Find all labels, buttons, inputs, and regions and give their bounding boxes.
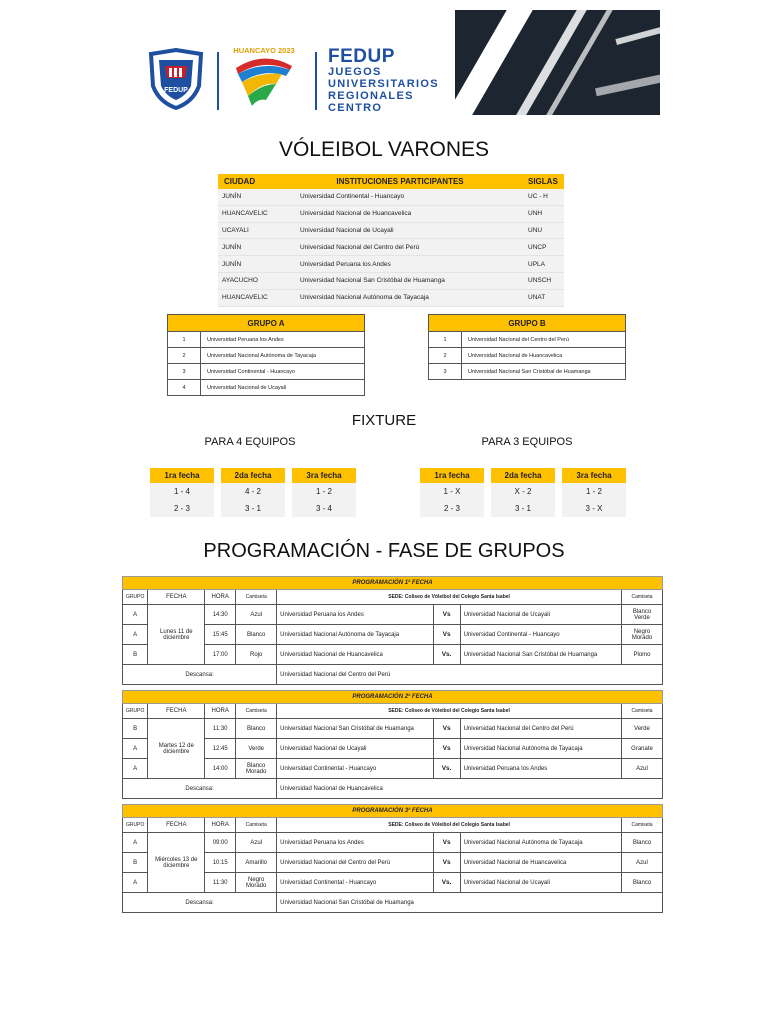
match-team-1: Universidad Peruana los Andes [277, 833, 433, 853]
rest-row [123, 779, 663, 799]
col-hora: HORA [205, 704, 236, 719]
brand-line: CENTRO [328, 102, 383, 114]
match-row [123, 605, 663, 625]
fixture-col-head: 2da fecha [221, 468, 285, 483]
table-row [218, 222, 564, 239]
cell-sigla: UNCP [504, 239, 564, 256]
match-team-1: Universidad Continental - Huancayo [277, 759, 433, 779]
match-hora: 14:00 [205, 759, 236, 779]
cell-institucion: Universidad Nacional de Huancavelica [296, 205, 504, 222]
match-vs: Vs [433, 853, 460, 873]
cell-institucion: Universidad Peruana los Andes [296, 256, 504, 273]
match-team-2: Universidad Nacional Autónoma de Tayacaja [460, 833, 621, 853]
cell-sigla: UNAT [504, 289, 564, 306]
fixture-col-head: 2da fecha [491, 468, 555, 483]
match-team-1: Universidad Nacional de Ucayali [277, 739, 433, 759]
col-camiseta-2: Camiseta [622, 704, 663, 719]
table-row [218, 256, 564, 273]
match-row [123, 719, 663, 739]
fixture-four-col-1 [150, 468, 214, 517]
match-team-2: Universidad Nacional de Ucayali [460, 605, 621, 625]
brand-line: UNIVERSITARIOS [328, 78, 439, 90]
match-grupo: A [123, 739, 148, 759]
fixture-pair: 3 - 1 [221, 500, 285, 517]
logo-divider [217, 52, 219, 110]
match-camiseta-1: Blanco [236, 625, 277, 645]
brand-subtitle [328, 66, 439, 114]
group-team: Universidad Nacional de Ucayali [201, 380, 365, 396]
match-team-2: Universidad Nacional del Centro del Perú [460, 719, 621, 739]
fixture-three-col-2 [491, 468, 555, 517]
match-camiseta-2: Plomo [622, 645, 663, 665]
match-row [123, 833, 663, 853]
schedule-day-1 [122, 576, 663, 685]
cell-ciudad: HUANCAVELIC [218, 205, 296, 222]
col-camiseta: Camiseta [236, 704, 277, 719]
col-camiseta: Camiseta [236, 590, 277, 605]
brand-line: REGIONALES [328, 90, 414, 102]
fedup-shield-logo [147, 48, 205, 110]
group-number: 4 [168, 380, 201, 396]
match-grupo: B [123, 853, 148, 873]
match-team-2: Universidad Nacional de Huancavelica [460, 853, 621, 873]
match-hora: 11:30 [205, 873, 236, 893]
match-camiseta-2: Blanco [622, 833, 663, 853]
match-vs: Vs. [433, 645, 460, 665]
cell-sigla: UC - H [504, 189, 564, 205]
col-grupo: GRUPO [123, 590, 148, 605]
cell-institucion: Universidad Nacional de Ucayali [296, 222, 504, 239]
group-a-table [167, 314, 365, 396]
group-team: Universidad Continental - Huancayo [201, 364, 365, 380]
cell-sigla: UNU [504, 222, 564, 239]
group-a-title: GRUPO A [168, 315, 365, 332]
rest-label: Descansa: [123, 779, 277, 799]
match-camiseta-1: Azul [236, 605, 277, 625]
brand-name: FEDUP [328, 46, 395, 67]
schedule-day-2 [122, 690, 663, 799]
fixture-pair: 4 - 2 [221, 483, 285, 500]
match-grupo: B [123, 645, 148, 665]
cell-ciudad: HUANCAVELIC [218, 289, 296, 306]
match-camiseta-2: Verde [622, 719, 663, 739]
match-team-2: Universidad Peruana los Andes [460, 759, 621, 779]
match-date: Lunes 11 de diciembre [148, 605, 205, 665]
institutions-table [218, 174, 564, 307]
match-grupo: A [123, 605, 148, 625]
header-graphic [455, 10, 660, 115]
cell-institucion: Universidad Continental - Huancayo [296, 189, 504, 205]
match-date: Miércoles 13 de diciembre [148, 833, 205, 893]
fixture-three-label: PARA 3 EQUIPOS [481, 436, 573, 448]
group-team: Universidad Nacional San Cristóbal de Huamanga [462, 364, 626, 380]
rest-label: Descansa: [123, 893, 277, 913]
fixture-pair: 1 - 4 [150, 483, 214, 500]
match-camiseta-1: Amarillo [236, 853, 277, 873]
rest-row [123, 665, 663, 685]
match-camiseta-1: Azul [236, 833, 277, 853]
match-hora: 15:45 [205, 625, 236, 645]
match-grupo: B [123, 719, 148, 739]
fixture-four-label: PARA 4 EQUIPOS [204, 436, 296, 448]
match-vs: Vs [433, 739, 460, 759]
match-grupo: A [123, 625, 148, 645]
fixture-pair: 1 - X [420, 483, 484, 500]
match-camiseta-2: Granate [622, 739, 663, 759]
cell-sigla: UNSCH [504, 272, 564, 289]
schedule-day-3 [122, 804, 663, 913]
match-camiseta-1: Rojo [236, 645, 277, 665]
fixture-pair: 3 - X [562, 500, 626, 517]
col-sede: SEDE: Coliseo de Vóleibol del Colegio Santa Isabel [277, 818, 622, 833]
match-camiseta-1: Verde [236, 739, 277, 759]
col-hora: HORA [205, 818, 236, 833]
schedule-header-row [123, 704, 663, 719]
schedule-header-row [123, 818, 663, 833]
rest-team: Universidad Nacional San Cristóbal de Huamanga [277, 893, 663, 913]
match-hora: 09:00 [205, 833, 236, 853]
cell-ciudad: JUNÍN [218, 189, 296, 205]
match-vs: Vs [433, 719, 460, 739]
match-camiseta-2: Azul [622, 853, 663, 873]
fixture-pair: X - 2 [491, 483, 555, 500]
fixture-pair: 3 - 4 [292, 500, 356, 517]
fixture-three-col-3 [562, 468, 626, 517]
match-hora: 17:00 [205, 645, 236, 665]
table-row [218, 189, 564, 205]
col-siglas: SIGLAS [528, 177, 558, 186]
col-camiseta-2: Camiseta [622, 818, 663, 833]
match-vs: Vs. [433, 759, 460, 779]
match-team-1: Universidad Peruana los Andes [277, 605, 433, 625]
group-number: 3 [168, 364, 201, 380]
huancayo-logo-text: HUANCAYO 2023 [233, 46, 295, 55]
cell-ciudad: JUNÍN [218, 239, 296, 256]
match-team-1: Universidad Nacional San Cristóbal de Huamanga [277, 719, 433, 739]
group-b-table [428, 314, 626, 380]
cell-sigla: UPLA [504, 256, 564, 273]
schedule-day-title: PROGRAMACIÓN 1ª FECHA [123, 577, 663, 590]
table-header-row [218, 174, 564, 189]
fixture-three-col-1 [420, 468, 484, 517]
match-camiseta-2: Azul [622, 759, 663, 779]
match-team-2: Universidad Nacional San Cristóbal de Huamanga [460, 645, 621, 665]
match-grupo: A [123, 833, 148, 853]
fixture-col-head: 1ra fecha [150, 468, 214, 483]
col-instituciones: INSTITUCIONES PARTICIPANTES [336, 177, 464, 186]
rest-row [123, 893, 663, 913]
match-camiseta-2: Blanco Verde [622, 605, 663, 625]
match-camiseta-2: Negro Morado [622, 625, 663, 645]
group-team: Universidad Nacional Autónoma de Tayacaja [201, 348, 365, 364]
fixture-col-head: 1ra fecha [420, 468, 484, 483]
match-hora: 12:45 [205, 739, 236, 759]
rest-label: Descansa: [123, 665, 277, 685]
table-row [168, 332, 365, 348]
table-row [218, 289, 564, 306]
schedule-day-title: PROGRAMACIÓN 3ª FECHA [123, 805, 663, 818]
match-team-1: Universidad Nacional Autónoma de Tayacaja [277, 625, 433, 645]
col-sede: SEDE: Coliseo de Vóleibol del Colegio Santa Isabel [277, 590, 622, 605]
match-vs: Vs [433, 605, 460, 625]
cell-ciudad: UCAYALI [218, 222, 296, 239]
match-team-1: Universidad Nacional del Centro del Perú [277, 853, 433, 873]
match-vs: Vs [433, 625, 460, 645]
match-camiseta-1: Blanco Morado [236, 759, 277, 779]
group-number: 2 [429, 348, 462, 364]
programacion-title: PROGRAMACIÓN - FASE DE GRUPOS [203, 540, 565, 562]
match-camiseta-1: Negro Morado [236, 873, 277, 893]
page-title: VÓLEIBOL VARONES [278, 138, 490, 161]
match-date: Martes 12 de diciembre [148, 719, 205, 779]
table-row [168, 364, 365, 380]
table-row [218, 239, 564, 256]
col-fecha: FECHA [148, 590, 205, 605]
fixture-four-col-3 [292, 468, 356, 517]
match-hora: 11:30 [205, 719, 236, 739]
cell-institucion: Universidad Nacional San Cristóbal de Huamanga [296, 272, 504, 289]
match-grupo: A [123, 873, 148, 893]
match-hora: 10:15 [205, 853, 236, 873]
table-row [429, 348, 626, 364]
fixture-title: FIXTURE [351, 412, 417, 429]
cell-sigla: UNH [504, 205, 564, 222]
cell-institucion: Universidad Nacional Autónoma de Tayacaja [296, 289, 504, 306]
header-banner [0, 0, 768, 140]
match-grupo: A [123, 759, 148, 779]
cell-ciudad: AYACUCHO [218, 272, 296, 289]
match-camiseta-2: Blanco [622, 873, 663, 893]
group-number: 1 [429, 332, 462, 348]
col-grupo: GRUPO [123, 704, 148, 719]
logo-divider-2 [315, 52, 317, 110]
match-team-1: Universidad Nacional de Huancavelica [277, 645, 433, 665]
table-row [168, 348, 365, 364]
col-fecha: FECHA [148, 704, 205, 719]
col-grupo: GRUPO [123, 818, 148, 833]
rest-team: Universidad Nacional de Huancavelica [277, 779, 663, 799]
shield-logo-text: FEDUP [164, 87, 188, 94]
cell-ciudad: JUNÍN [218, 256, 296, 273]
fixture-pair: 1 - 2 [562, 483, 626, 500]
col-fecha: FECHA [148, 818, 205, 833]
table-row [218, 272, 564, 289]
rest-team: Universidad Nacional del Centro del Perú [277, 665, 663, 685]
table-row [218, 205, 564, 222]
match-team-2: Universidad Nacional Autónoma de Tayacaja [460, 739, 621, 759]
col-ciudad: CIUDAD [224, 177, 256, 186]
col-sede: SEDE: Coliseo de Vóleibol del Colegio Santa Isabel [277, 704, 622, 719]
brand-line: JUEGOS [328, 66, 382, 78]
fixture-four-col-2 [221, 468, 285, 517]
group-team: Universidad Nacional del Centro del Perú [462, 332, 626, 348]
fixture-pair: 2 - 3 [150, 500, 214, 517]
match-team-2: Universidad Nacional de Ucayali [460, 873, 621, 893]
cell-institucion: Universidad Nacional del Centro del Perú [296, 239, 504, 256]
col-camiseta: Camiseta [236, 818, 277, 833]
huancayo-logo [230, 44, 298, 110]
fixture-pair: 2 - 3 [420, 500, 484, 517]
match-camiseta-1: Blanco [236, 719, 277, 739]
group-team: Universidad Nacional de Huancavelica [462, 348, 626, 364]
group-number: 1 [168, 332, 201, 348]
col-hora: HORA [205, 590, 236, 605]
match-team-2: Universidad Continental - Huancayo [460, 625, 621, 645]
match-vs: Vs. [433, 873, 460, 893]
fixture-pair: 1 - 2 [292, 483, 356, 500]
group-team: Universidad Peruana los Andes [201, 332, 365, 348]
fixture-pair: 3 - 1 [491, 500, 555, 517]
group-number: 3 [429, 364, 462, 380]
table-row [429, 364, 626, 380]
group-number: 2 [168, 348, 201, 364]
table-row [168, 380, 365, 396]
fixture-col-head: 3ra fecha [292, 468, 356, 483]
schedule-day-title: PROGRAMACIÓN 2ª FECHA [123, 691, 663, 704]
match-hora: 14:30 [205, 605, 236, 625]
col-camiseta-2: Camiseta [622, 590, 663, 605]
group-b-title: GRUPO B [429, 315, 626, 332]
match-vs: Vs [433, 833, 460, 853]
fixture-col-head: 3ra fecha [562, 468, 626, 483]
match-team-1: Universidad Continental - Huancayo [277, 873, 433, 893]
schedule-header-row [123, 590, 663, 605]
table-row [429, 332, 626, 348]
